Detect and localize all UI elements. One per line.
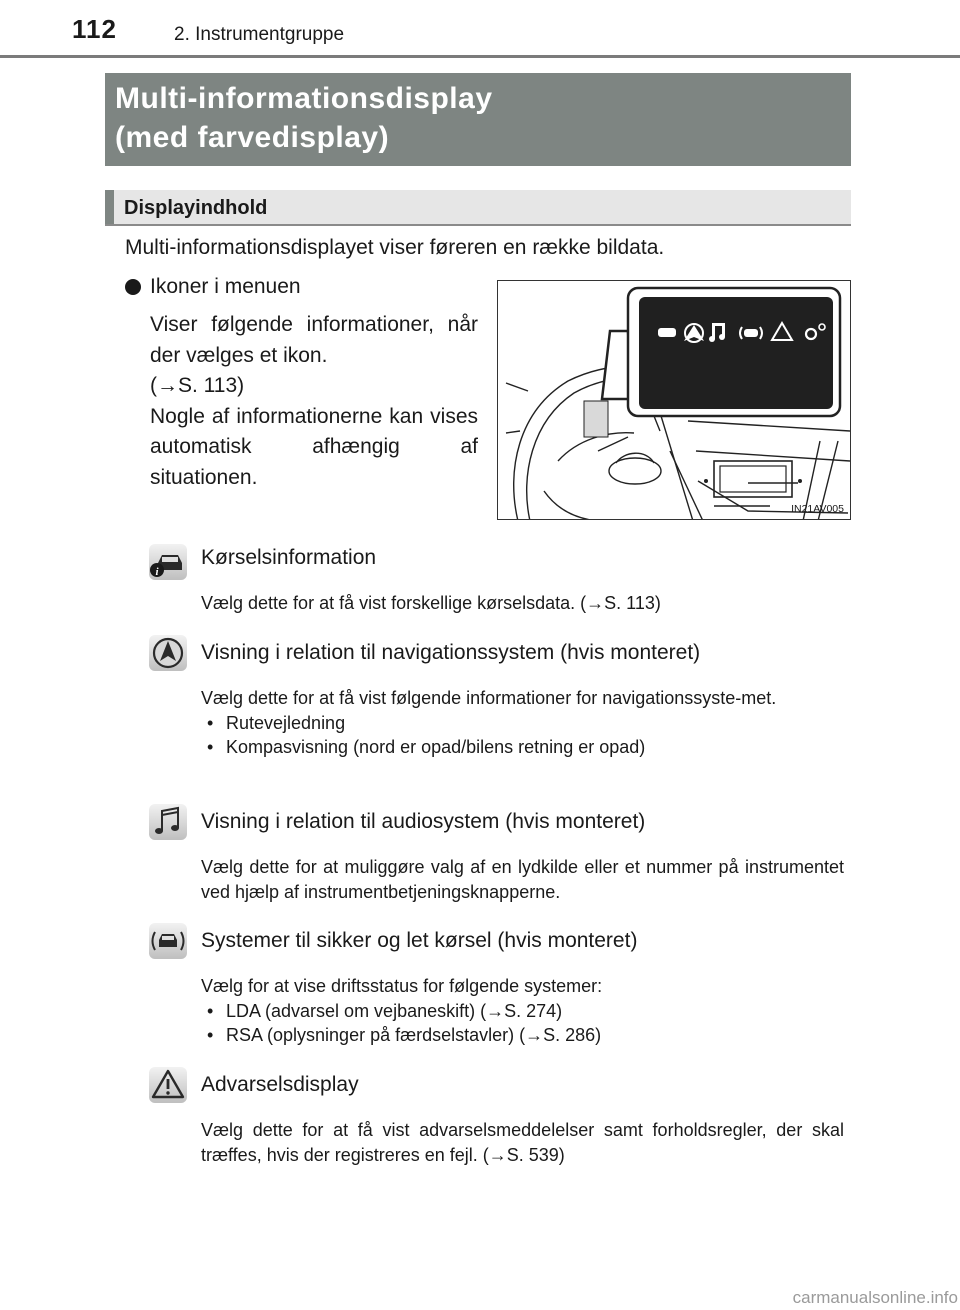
entry-desc — [201, 974, 844, 1048]
list-item-text: Kompasvisning (nord er opad/bilens retning er opad) — [226, 737, 646, 757]
section-title-line1: Multi-informationsdisplay — [115, 82, 493, 115]
header-rule — [0, 55, 960, 58]
entry-desc — [201, 855, 844, 904]
dashboard-figure — [497, 280, 851, 520]
watermark: carmanualsonline.info — [792, 1288, 958, 1307]
dashboard-illustration — [498, 281, 851, 520]
entry-desc — [201, 1118, 844, 1167]
entry-desc-text: Vælg for at vise driftsstatus for følgende systemer: — [201, 976, 603, 996]
bullet-dot-icon — [125, 279, 141, 295]
svg-text:i: i — [155, 566, 159, 578]
entry-desc-text: Vælg dette for at få vist følgende informationer for navigationssyste-met. — [201, 688, 777, 708]
entry-title: Visning i relation til audiosystem (hvis monteret) — [201, 810, 646, 833]
entry-title: Kørselsinformation — [201, 546, 377, 569]
entry-title: Advarselsdisplay — [201, 1073, 359, 1096]
bullet-line3: Nogle af informationerne kan vises automatisk afhængig af situationen. — [150, 404, 478, 489]
entry-desc — [201, 686, 844, 760]
list-item-text: LDA (advarsel om vejbaneskift) (→S. 274) — [226, 1000, 563, 1021]
bullet-heading — [125, 275, 301, 299]
subsection-bar — [105, 190, 114, 224]
section-title-line2: (med farvedisplay) — [115, 121, 390, 154]
music-note-icon — [148, 803, 188, 841]
entry-desc-text: Vælg dette for at muliggøre valg af en lydkilde eller et nummer på instrumentet ved hjælp af instrumentbetjeningsknapperne. — [201, 857, 844, 902]
navigation-icon — [148, 634, 188, 672]
warning-icon — [148, 1066, 188, 1104]
subsection-header — [105, 190, 851, 226]
entry-title: Systemer til sikker og let kørsel (hvis monteret) — [201, 929, 638, 952]
list-item-text: Rutevejledning — [226, 712, 346, 733]
entry-desc-text: Vælg dette for at få vist forskellige kørselsdata. (→S. 113) — [201, 593, 661, 613]
bullet-body — [150, 310, 478, 493]
entry-desc — [201, 591, 844, 616]
driving-assist-icon — [148, 922, 188, 960]
bullet-line2: (→S. 113) — [150, 374, 245, 397]
entry-desc-text: Vælg dette for at få vist advarselsmeddelelser samt forholdsregler, der skal træffes, hvis der registreres en fejl. (→S. 539) — [201, 1120, 844, 1165]
bullet-line1: Viser følgende informationer, når der vælges et ikon. — [150, 313, 478, 367]
intro-text: Multi-informationsdisplayet viser føreren en række bildata. — [125, 236, 665, 259]
section-title-box — [105, 73, 851, 166]
car-info-icon — [148, 543, 188, 581]
subsection-title: Displayindhold — [124, 197, 268, 219]
chapter-title: 2. Instrumentgruppe — [174, 24, 345, 45]
bullet-heading-text: Ikoner i menuen — [150, 275, 301, 298]
list-item: • RSA (oplysninger på færdselstavler) (→S. 286) — [207, 1025, 602, 1045]
figure-label: IN21AV005 — [791, 503, 844, 515]
list-item: • LDA (advarsel om vejbaneskift) (→S. 274) — [207, 1000, 563, 1021]
page-number: 112 — [72, 14, 117, 44]
entry-title: Visning i relation til navigationssystem (hvis monteret) — [201, 641, 701, 664]
list-item-text: RSA (oplysninger på færdselstavler) (→S. 286) — [226, 1025, 602, 1045]
list-item: • Rutevejledning — [207, 712, 346, 733]
list-item: • Kompasvisning (nord er opad/bilens retning er opad) — [207, 737, 646, 757]
